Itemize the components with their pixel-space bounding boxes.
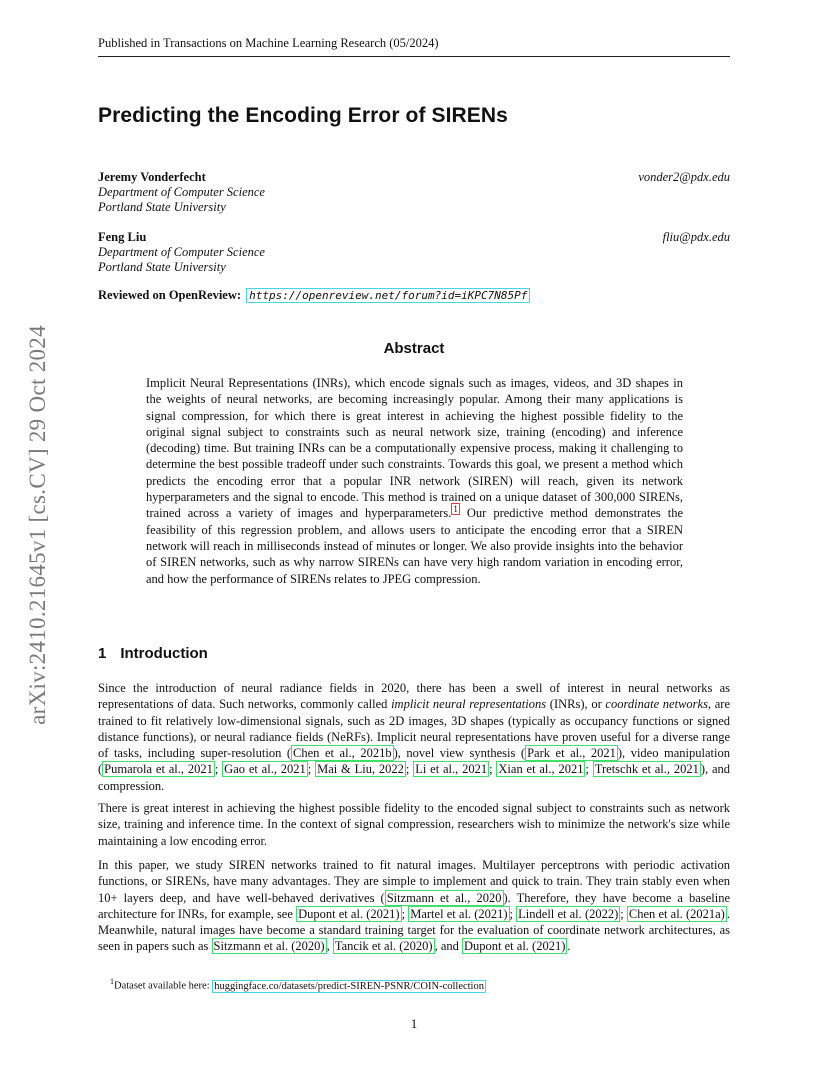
abstract-text [146,375,683,587]
author-email: fliu@pdx.edu [662,230,730,244]
intro-paragraph-2: There is great interest in achieving the highest possible fidelity to the encoded signal subject to constraints such as network size, training and inference time. In the context of signal compression, researchers wish to minimize the network's size while maintaining a low encoding error. [98,801,730,848]
author-department: Department of Computer Science [98,245,265,259]
text: ; [509,906,517,921]
dataset-link[interactable]: huggingface.co/datasets/predict-SIREN-PSNR/COIN-collection [214,980,484,992]
text: ; [585,762,593,777]
citation-link[interactable]: Chen et al. (2021a) [628,906,725,921]
author-block [98,230,730,275]
author-email: vonder2@pdx.edu [638,170,730,184]
footnote-text: Dataset available here: [114,980,213,992]
text: . Meanwhile, natural images have become a standard training target for the evaluation of coordinate network architectures, as seen in papers such as [98,906,730,954]
section-number: 1 [98,645,107,662]
text: , [326,939,333,954]
page-number: 1 [410,1016,418,1031]
running-head: Published in Transactions on Machine Learning Research (05/2024) [98,36,730,57]
text: , are trained to fit relatively low-dimensional signals, such as 2D images, 3D shapes (typically as occupancy functions or signed distance functions), or neural radiance fields (NeRFs). Implicit neural representations have proven useful for a diverse range of tasks, including super-resolution ( [98,697,731,761]
citation-link[interactable]: Li et al., 2021 [415,762,488,777]
section-heading [98,645,208,662]
citation-link[interactable]: Sitzmann et al. (2020) [213,939,325,954]
citation-link[interactable]: Xian et al., 2021 [498,762,584,777]
intro-paragraph-1 [98,680,730,794]
citation-link[interactable]: Pumarola et al., 2021 [104,762,213,777]
text: . [567,939,571,954]
citation-link[interactable]: Tretschk et al., 2021 [594,762,699,777]
text: ; [620,906,627,921]
text-italic: coordinate networks [605,697,708,712]
arxiv-stamp [18,290,58,760]
text: ). Therefore, they have become a baseline architecture for INRs, for example, see [98,890,730,921]
text: ; [405,762,414,777]
text: Since the introduction of neural radiance fields in 2020, there has been a swell of interest in neural networks as representations of data. Such networks, commonly called [98,681,730,712]
citation-link[interactable]: Park et al., 2021 [527,746,616,761]
review-line [98,288,530,303]
paper-title: Predicting the Encoding Error of SIRENs [98,104,508,127]
abstract-part: Implicit Neural Representations (INRs), which encode signals such as images, videos, and 3D shapes in the weights of neural networks, are becoming increasingly popular. Among their many applications is signal compression, for which there is great interest in achieving the highest possible fidelity to the original signal subject to constraints such as neural network size, training (encoding) and inference (decoding) time. But training INRs can be a computationally expensive process, making it challenging to determine the best possible tradeoff under such constraints. Towards this goal, we present a method which predicts the encoding error that a popular INR network (SIREN) will reach, given its network hyperparameters and the signal to encode. This method is trained on a unique dataset of 300,000 SIRENs, trained across a variety of images and hyperparameters. [146,376,683,521]
footnote [110,977,486,992]
citation-link[interactable]: Dupont et al. (2021) [298,906,400,921]
citation-link[interactable]: Gao et al., 2021 [224,762,306,777]
text: ), novel view synthesis ( [393,746,526,761]
author-department: Department of Computer Science [98,185,265,199]
text: ; [489,762,497,777]
text: , and [434,939,462,954]
text: ), and compression. [98,762,731,793]
footnote-mark: 1 [110,977,114,986]
author-name: Feng Liu [98,230,147,244]
text: ; [307,762,316,777]
text: ; [401,906,409,921]
text: ), video manipulation ( [98,746,730,777]
arxiv-stamp-text: arXiv:2410.21645v1 [cs.CV] 29 Oct 2024 [25,325,50,725]
section-title: Introduction [120,645,208,662]
abstract-part: Our predictive method demonstrates the feasibility of this regression problem, and allows users to anticipate the encoding error that a SIREN network will reach in milliseconds instead of minutes or longer. We also provide insights into the behavior of SIREN networks, such as why narrow SIRENs can have very high random variation in encoding error, and how the performance of SIRENs relates to JPEG compression. [146,506,683,586]
text: (INRs), or [546,697,606,712]
citation-link[interactable]: Dupont et al. (2021) [464,939,566,954]
abstract-heading: Abstract [383,340,445,357]
citation-link[interactable]: Sitzmann et al., 2020 [386,890,502,905]
author-name: Jeremy Vonderfecht [98,170,206,184]
citation-link[interactable]: Martel et al. (2021) [410,906,508,921]
text: In this paper, we study SIREN networks trained to fit natural images. Multilayer perceptrons with periodic activation functions, or SIRENs, have many advantages. They are simple to implement and quick to train. They train stably even when 10+ layers deep, and have well-behaved derivatives ( [98,858,730,905]
citation-link[interactable]: Lindell et al. (2022) [518,906,619,921]
review-label: Reviewed on OpenReview: [98,288,242,302]
citation-link[interactable]: Tancik et al. (2020) [334,939,433,954]
text-italic: implicit neural representations [391,697,547,712]
openreview-link[interactable]: https://openreview.net/forum?id=iKPC7N85Pf [246,288,530,303]
author-block [98,170,730,215]
footnote-ref[interactable]: 1 [453,504,458,515]
author-university: Portland State University [98,260,226,274]
citation-link[interactable]: Mai & Liu, 2022 [317,762,404,777]
author-university: Portland State University [98,200,226,214]
citation-link[interactable]: Chen et al., 2021b [293,746,392,761]
text: ; [214,762,223,777]
intro-paragraph-3 [98,857,730,955]
